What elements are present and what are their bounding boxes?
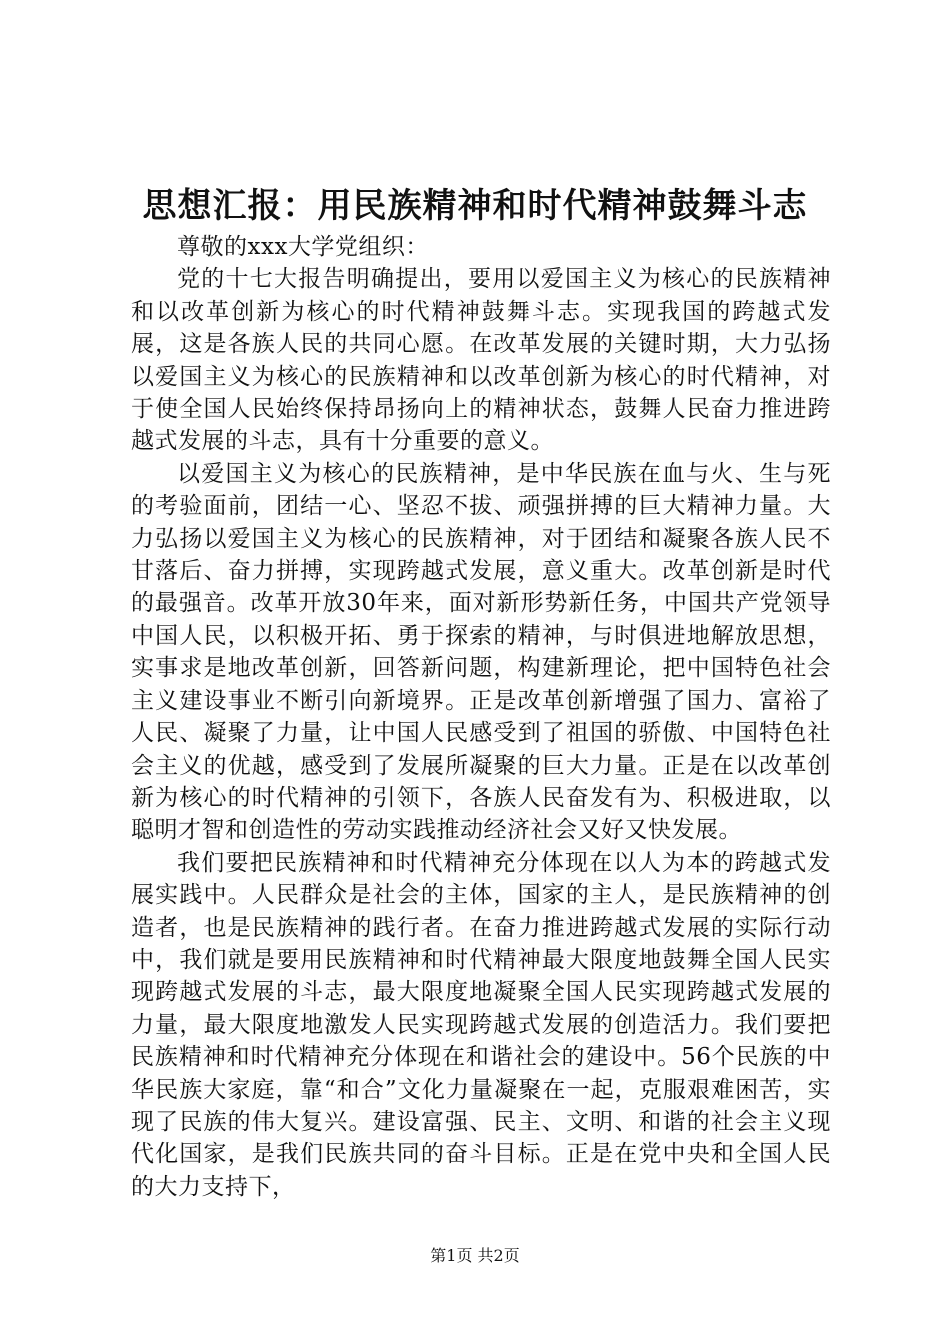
paragraph: 以爱国主义为核心的民族精神，是中华民族在血与火、生与死的考验面前，团结一心、坚忍不拔、顽强拼搏的巨大精神力量。大力弘扬以爱国主义为核心的民族精神，对于团结和凝聚各族人民不甘落后、奋力拼搏，实现跨越式发展，意义重大。改革创新是时代的最强音。改革开放30年来，面对新形势新任务，中国共产党领导中国人民，以积极开拓、勇于探索的精神，与时俱进地解放思想，实事求是地改革创新，回答新问题，构建新理论，把中国特色社会主义建设事业不断引向新境界。正是改革创新增强了国力、富裕了人民、凝聚了力量，让中国人民感受到了祖国的骄傲、中国特色社会主义的优越，感受到了发展所凝聚的巨大力量。正是在以改革创新为核心的时代精神的引领下，各族人民奋发有为、积极进取，以聪明才智和创造性的劳动实践推动经济社会又好又快发展。 <box>131 460 831 844</box>
paragraph: 党的十七大报告明确提出，要用以爱国主义为核心的民族精神和以改革创新为核心的时代精神鼓舞斗志。实现我国的跨越式发展，这是各族人民的共同心愿。在改革发展的关键时期，大力弘扬以爱国主义为核心的民族精神和以改革创新为核心的时代精神，对于使全国人民始终保持昂扬向上的精神状态，鼓舞人民奋力推进跨越式发展的斗志，具有十分重要的意义。 <box>131 266 831 455</box>
paragraph: 我们要把民族精神和时代精神充分体现在以人为本的跨越式发展实践中。人民群众是社会的主体，国家的主人，是民族精神的创造者，也是民族精神的践行者。在奋力推进跨越式发展的实际行动中，我们就是要用民族精神和时代精神最大限度地鼓舞全国人民实现跨越式发展的斗志，最大限度地凝聚全国人民实现跨越式发展的力量，最大限度地激发人民实现跨越式发展的创造活力。我们要把民族精神和时代精神充分体现在和谐社会的建设中。56个民族的中华民族大家庭，靠“和合”文化力量凝聚在一起，克服艰难困苦，实现了民族的伟大复兴。建设富强、民主、文明、和谐的社会主义现代化国家，是我们民族共同的奋斗目标。正是在党中央和全国人民的大力支持下， <box>131 849 831 1200</box>
page-footer: 第1页 共2页 <box>430 1246 520 1265</box>
salutation: 尊敬的xxx大学党组织： <box>177 234 429 260</box>
document-body <box>131 231 831 1203</box>
page-title: 思想汇报：用民族精神和时代精神鼓舞斗志 <box>142 186 808 226</box>
